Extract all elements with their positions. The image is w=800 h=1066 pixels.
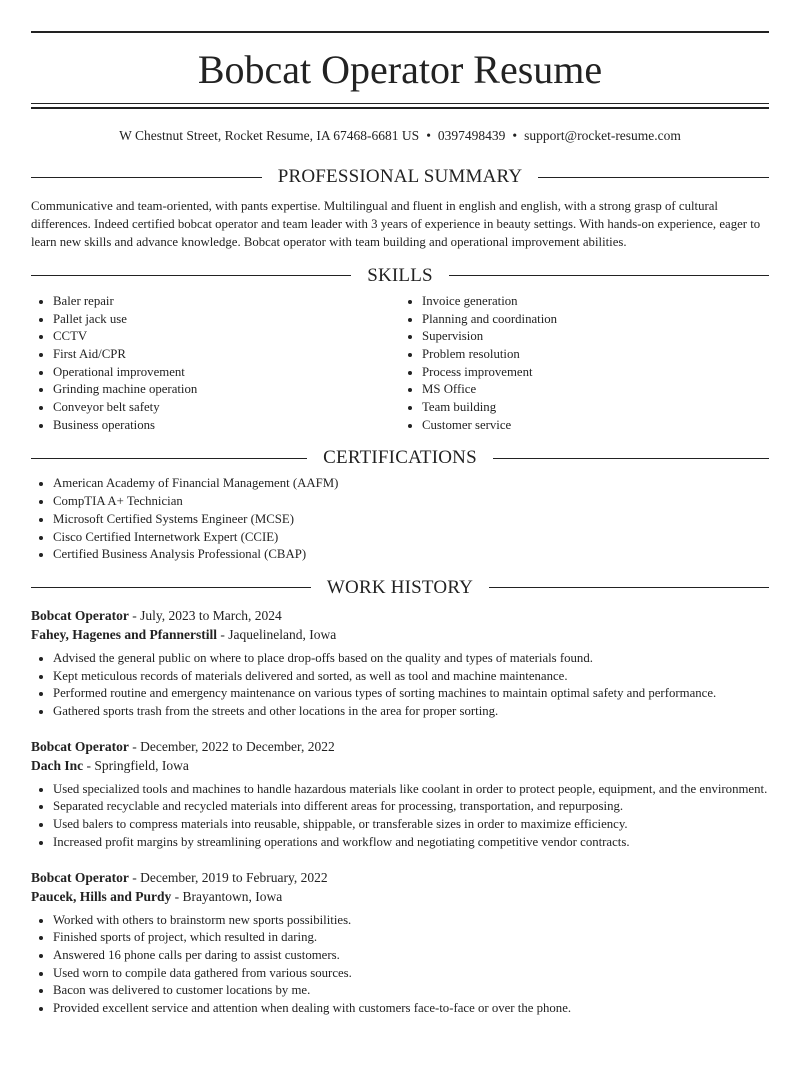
- skill-item: • Invoice generation: [422, 293, 769, 311]
- page-title: Bobcat Operator Resume: [197, 47, 603, 92]
- job-bullets: [31, 650, 769, 721]
- contact-line: [31, 127, 769, 145]
- certification-item: • Cisco Certified Internetwork Expert (CCIE): [53, 529, 769, 547]
- job-company: Dach Inc: [31, 757, 84, 773]
- section-title: SKILLS: [367, 264, 433, 286]
- skills-columns: [31, 293, 769, 435]
- job-bullets: [31, 781, 769, 852]
- skills-list-right: [400, 293, 769, 435]
- job-company: Fahey, Hagenes and Pfannerstill: [31, 626, 218, 642]
- job-bullet: • Worked with others to brainstorm new sports possibilities.: [53, 912, 769, 930]
- section-heading-skills: [31, 264, 769, 288]
- skill-item: • Customer service: [422, 417, 769, 435]
- job-location: - Brayantown, Iowa: [171, 888, 283, 904]
- skill-item: • Planning and coordination: [422, 311, 769, 329]
- skill-item: • Team building: [422, 399, 769, 417]
- bullet-separator: •: [512, 128, 518, 143]
- skill-item: • First Aid/CPR: [53, 346, 400, 364]
- job-entry: [31, 868, 769, 1018]
- contact-address: W Chestnut Street, Rocket Resume, IA 67468-6681 US: [119, 128, 420, 143]
- section-title: CERTIFICATIONS: [323, 447, 477, 469]
- skill-item: • CCTV: [53, 328, 400, 346]
- heading-rule: [489, 587, 769, 588]
- skill-item: • MS Office: [422, 381, 769, 399]
- job-bullets: [31, 912, 769, 1018]
- job-bullet: • Used specialized tools and machines to handle hazardous materials like coolant in order to protect people, equipment, and the environment.: [53, 781, 769, 799]
- job-bullet: • Answered 16 phone calls per daring to assist customers.: [53, 947, 769, 965]
- job-title: Bobcat Operator: [31, 869, 129, 885]
- job-company-line: [31, 887, 769, 906]
- skill-item: • Process improvement: [422, 364, 769, 382]
- job-title-line: [31, 737, 769, 756]
- section-heading-certifications: [31, 446, 769, 470]
- job-dates: - December, 2022 to December, 2022: [128, 738, 335, 754]
- skill-item: • Pallet jack use: [53, 311, 400, 329]
- heading-rule: [31, 275, 351, 276]
- job-bullet: • Finished sports of project, which resulted in daring.: [53, 929, 769, 947]
- heading-rule: [538, 177, 769, 178]
- job-bullet: • Used balers to compress materials into reusable, shippable, or transferable sizes in order to maximize efficiency.: [53, 816, 769, 834]
- job-title: Bobcat Operator: [31, 738, 129, 754]
- job-location: - Jaquelineland, Iowa: [217, 626, 337, 642]
- job-bullet: • Used worn to compile data gathered from various sources.: [53, 965, 769, 983]
- divider-thick: [31, 107, 769, 109]
- bullet-separator: •: [426, 128, 431, 143]
- job-bullet: • Separated recyclable and recycled materials into different areas for processing, transportation, and repurposing.: [53, 798, 769, 816]
- heading-rule: [449, 275, 769, 276]
- job-bullet: • Gathered sports trash from the streets and other locations in the area for proper sorting.: [53, 703, 769, 721]
- contact-email[interactable]: support@rocket-resume.com: [524, 128, 681, 143]
- job-title-line: [31, 868, 769, 887]
- job-title-line: [31, 606, 769, 625]
- title-double-divider: [31, 103, 769, 109]
- skill-item: • Operational improvement: [53, 364, 400, 382]
- job-bullet: • Provided excellent service and attention when dealing with customers face-to-face or over the phone.: [53, 1000, 769, 1018]
- job-entry: [31, 606, 769, 721]
- heading-rule: [31, 177, 262, 178]
- job-bullet: • Performed routine and emergency maintenance on various types of sorting machines to maintain optimal safety and performance.: [53, 685, 769, 703]
- divider-thin: [31, 103, 769, 104]
- certification-item: • Certified Business Analysis Professional (CBAP): [53, 546, 769, 564]
- job-dates: - December, 2019 to February, 2022: [128, 869, 328, 885]
- section-heading-summary: [31, 165, 769, 189]
- certification-item: • Microsoft Certified Systems Engineer (MCSE): [53, 511, 769, 529]
- job-bullet: • Bacon was delivered to customer locations by me.: [53, 982, 769, 1000]
- skill-item: • Supervision: [422, 328, 769, 346]
- certifications-list: [31, 475, 769, 564]
- certification-item: • American Academy of Financial Management (AAFM): [53, 475, 769, 493]
- skill-item: • Business operations: [53, 417, 400, 435]
- heading-rule: [493, 458, 769, 459]
- job-bullet: • Increased profit margins by streamlining operations and workflow and negotiating competitive vendor contracts.: [53, 834, 769, 852]
- skills-list-left: [31, 293, 400, 435]
- job-location: - Springfield, Iowa: [83, 757, 189, 773]
- job-dates: - July, 2023 to March, 2024: [128, 607, 282, 623]
- job-company-line: [31, 625, 769, 644]
- section-title: PROFESSIONAL SUMMARY: [277, 166, 523, 187]
- section-title: WORK HISTORY: [326, 576, 474, 598]
- job-bullet: • Advised the general public on where to place drop-offs based on the quality and types of materials found.: [53, 650, 769, 668]
- summary-text: Communicative and team-oriented, with pants expertise. Multilingual and fluent in english and english, with a strong grasp of cultural differences. Indeed certified bobcat operator and team leader with 3 years of experience in beauty settings. With hands-on experience, eager to learn new skills and advance knowledge. Bobcat operator with team building and operational improvement abilities.: [31, 199, 761, 249]
- job-entry: [31, 737, 769, 852]
- resume-page: [0, 31, 800, 1018]
- skill-item: • Conveyor belt safety: [53, 399, 400, 417]
- top-divider: [31, 31, 769, 33]
- section-heading-work-history: [31, 576, 769, 600]
- heading-rule: [31, 458, 307, 459]
- skill-item: • Grinding machine operation: [53, 381, 400, 399]
- job-company-line: [31, 756, 769, 775]
- skill-item: • Baler repair: [53, 293, 400, 311]
- skill-item: • Problem resolution: [422, 346, 769, 364]
- job-bullet: • Kept meticulous records of materials delivered and sorted, as well as tool and machine maintenance.: [53, 668, 769, 686]
- job-company: Paucek, Hills and Purdy: [31, 888, 172, 904]
- certification-item: • CompTIA A+ Technician: [53, 493, 769, 511]
- contact-phone: 0397498439: [437, 128, 506, 143]
- heading-rule: [31, 587, 311, 588]
- job-title: Bobcat Operator: [31, 607, 129, 623]
